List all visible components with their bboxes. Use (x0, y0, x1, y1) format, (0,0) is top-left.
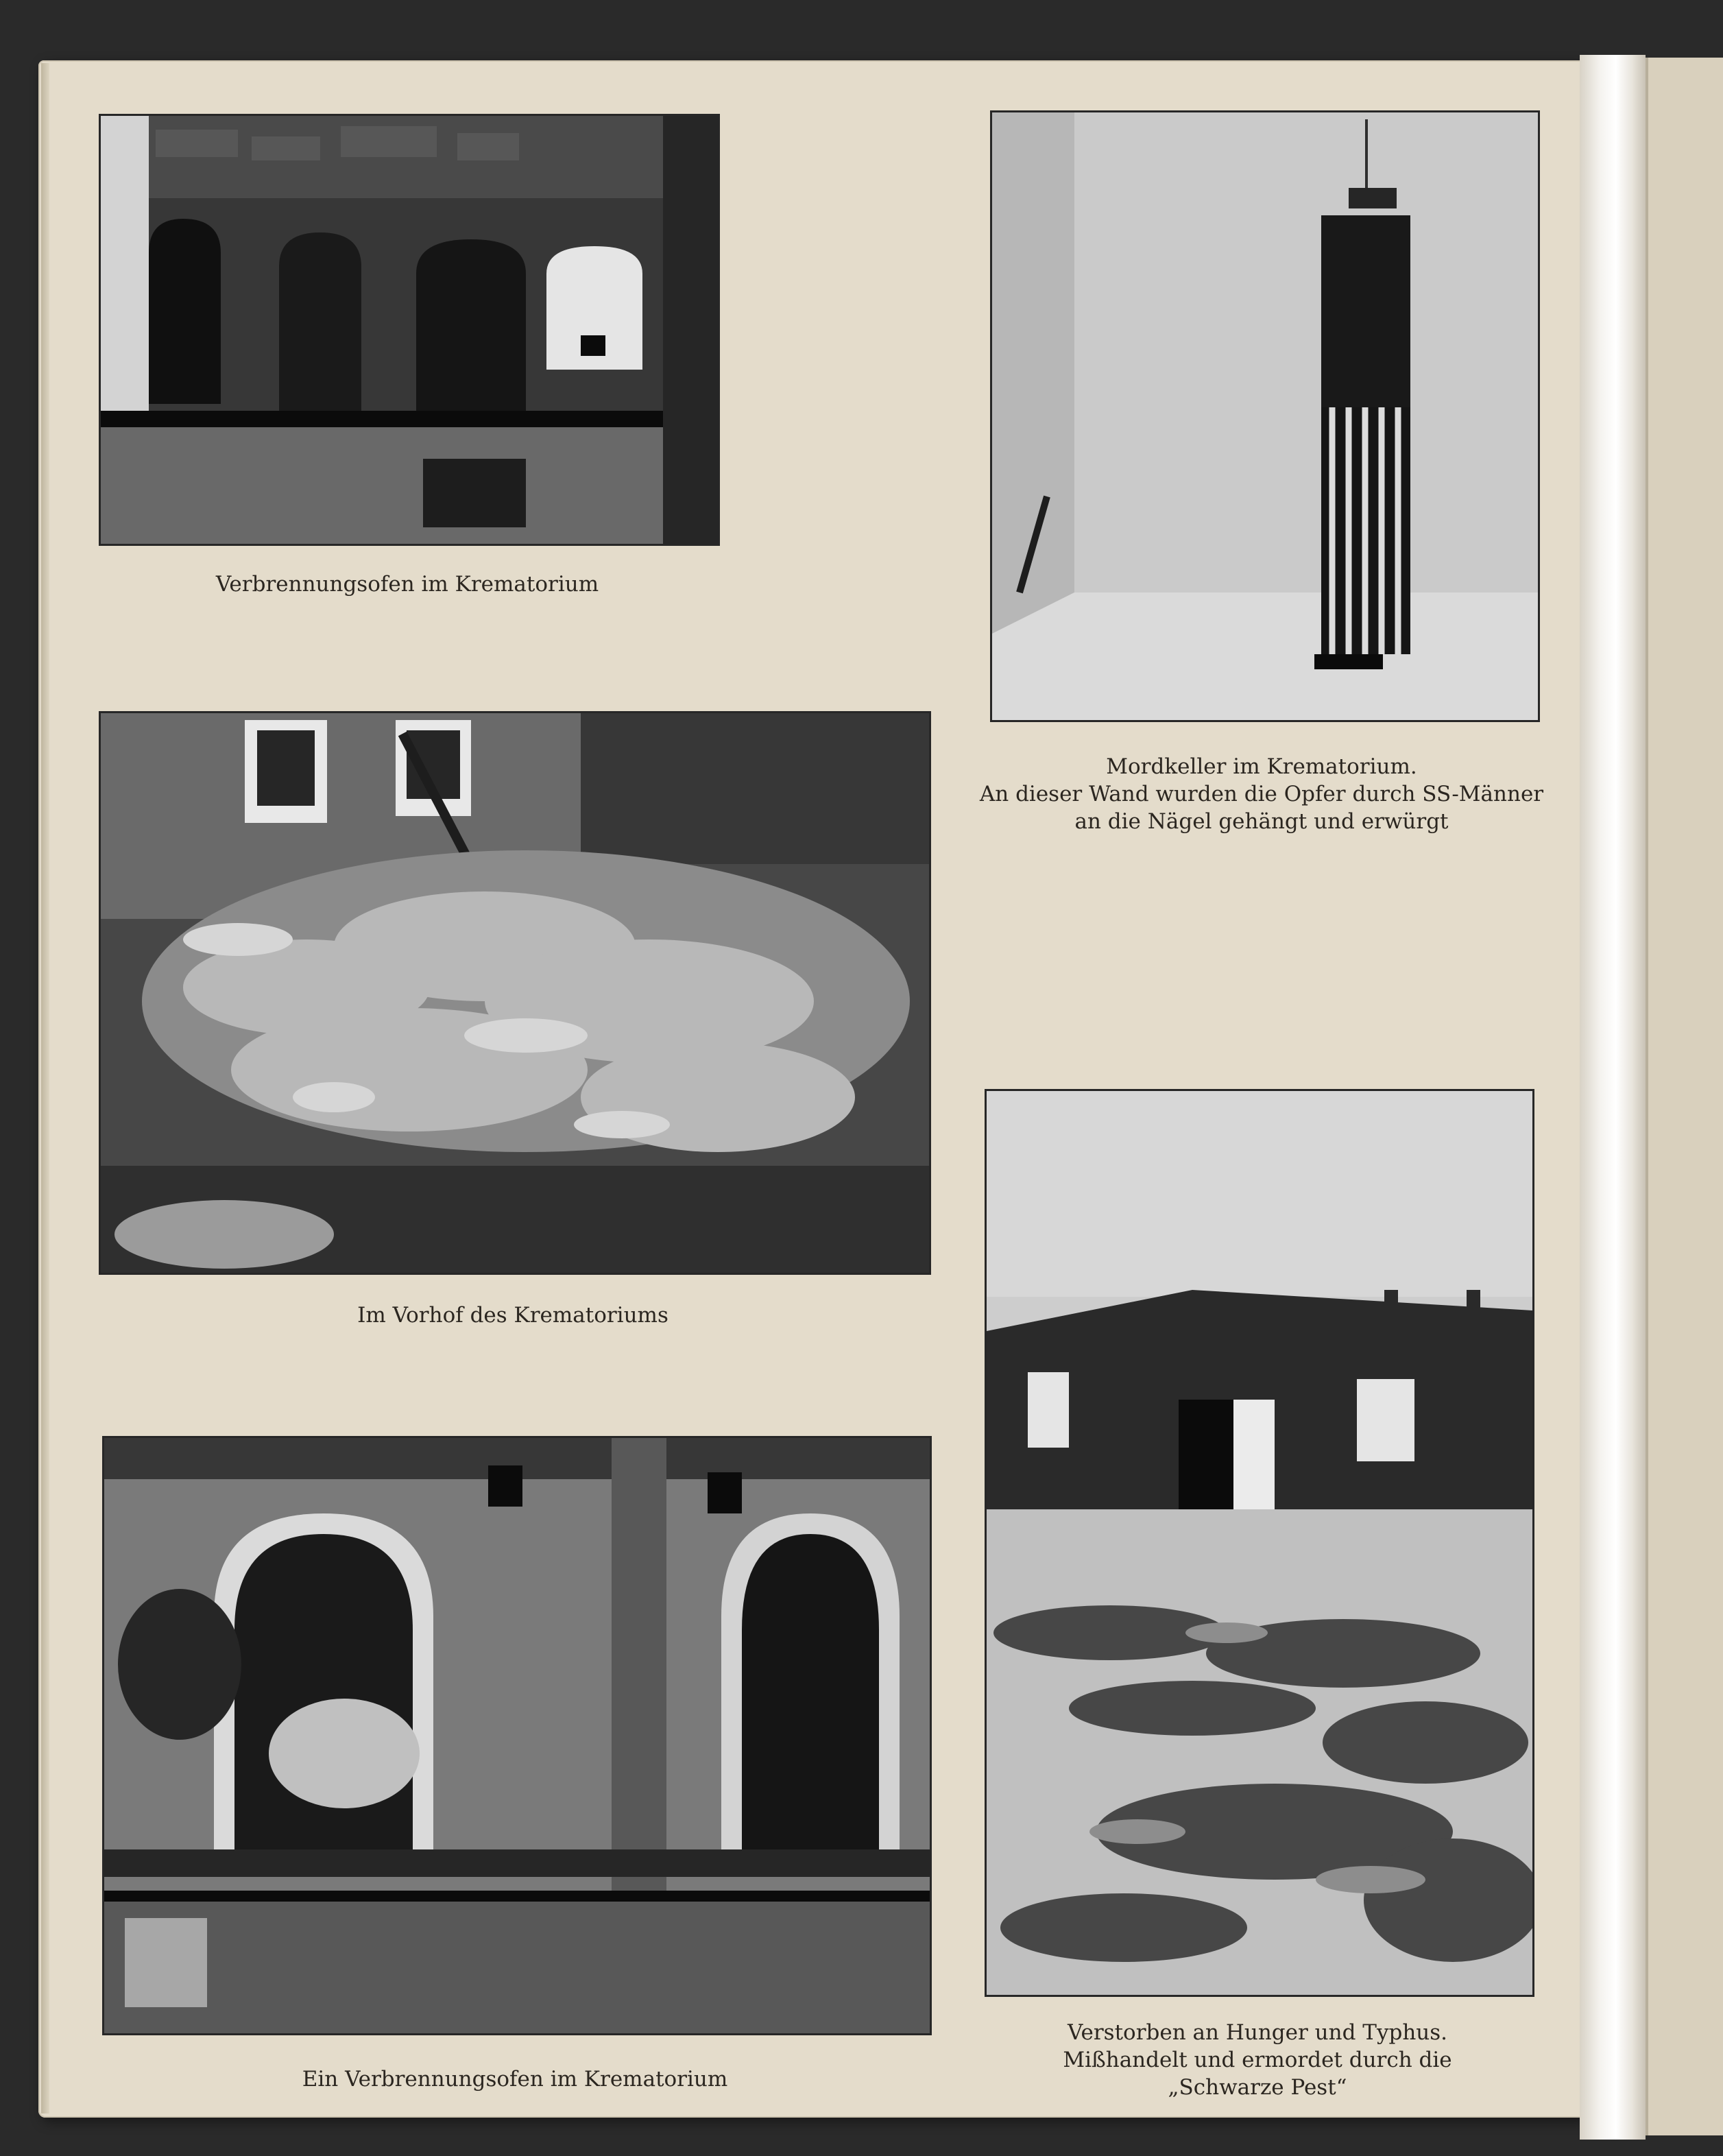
caption-cellar-wall (960, 753, 1563, 835)
caption-line: Mißhandelt und ermordet durch die (1063, 2048, 1452, 2072)
caption-line: „Schwarze Pest“ (1168, 2075, 1347, 2100)
photo-ovens-row (99, 114, 720, 546)
caption-line: Mordkeller im Krematorium. (1106, 754, 1417, 779)
photo-courtyard (99, 711, 931, 1275)
caption-line: An dieser Wand wurden die Opfer durch SS-Männer (979, 782, 1544, 806)
photo-cellar-wall (990, 110, 1540, 722)
caption-line: an die Nägel gehängt und erwürgt (1074, 809, 1449, 834)
book-gutter (1580, 55, 1646, 2140)
caption-ovens-row (99, 571, 716, 598)
photo-oven-closeup (102, 1436, 932, 2035)
photo-barracks (985, 1089, 1534, 1997)
caption-line: Ein Verbrennungsofen im Krematorium (302, 2067, 728, 2092)
caption-barracks (957, 2019, 1558, 2101)
next-page-edge (1646, 58, 1723, 2135)
caption-line: Verbrennungsofen im Krematorium (215, 572, 599, 597)
page-edge (41, 63, 49, 2113)
caption-line: Verstorben an Hunger und Typhus. (1067, 2020, 1448, 2045)
caption-oven-closeup (102, 2065, 928, 2093)
caption-courtyard (99, 1302, 927, 1329)
caption-line: Im Vorhof des Krematoriums (357, 1303, 668, 1328)
